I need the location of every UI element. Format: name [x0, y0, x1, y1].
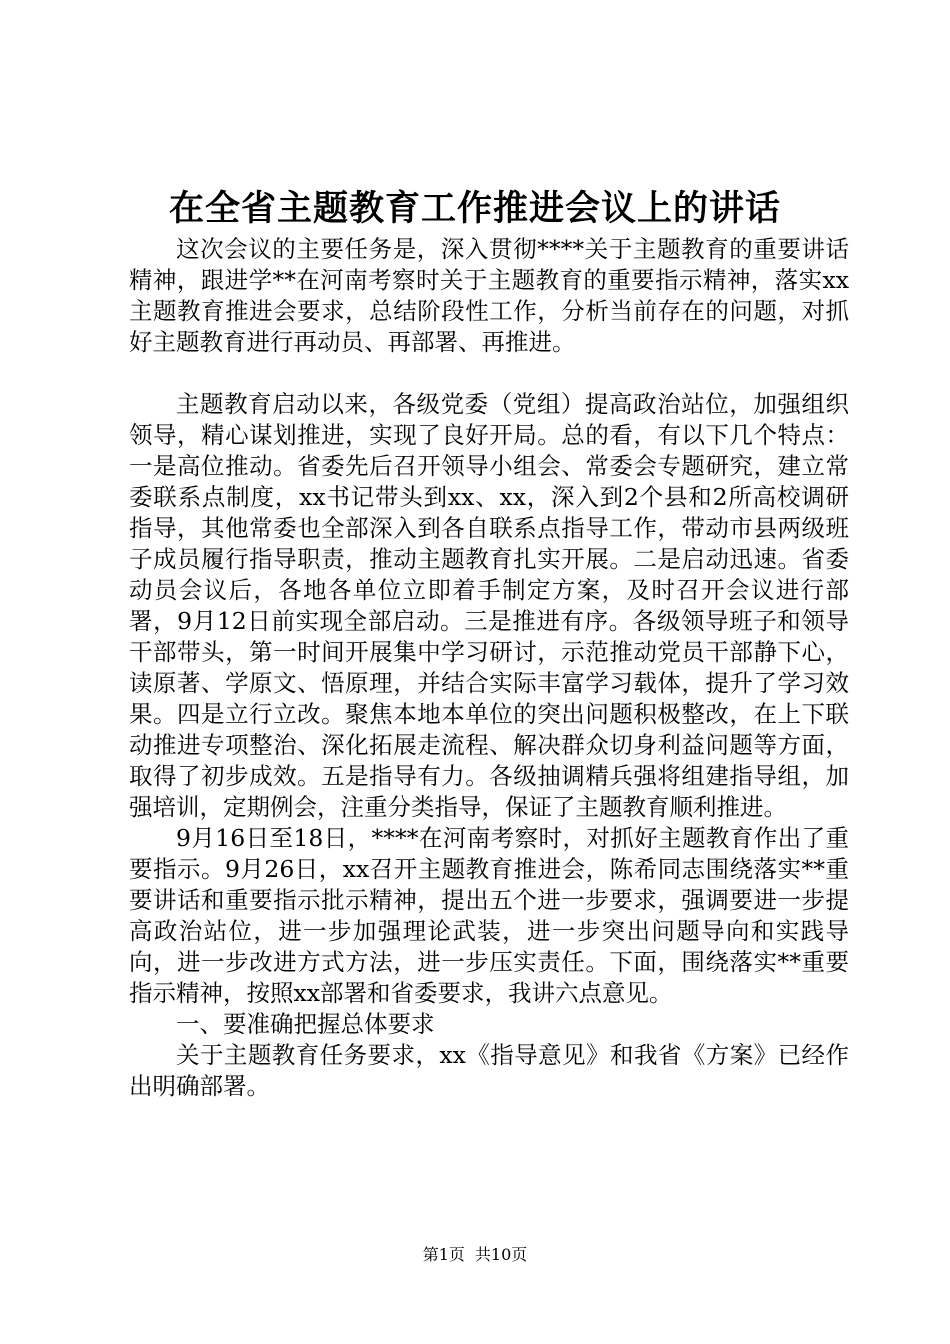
paragraph-intro: 这次会议的主要任务是，深入贯彻****关于主题教育的重要讲话精神，跟进学**在河南考察时关于主题教育的重要指示精神，落实xx主题教育推进会要求，总结阶段性工作，分析当前存在的问题，对抓好主题教育进行再动员、再部署、再推进。 [129, 235, 849, 356]
section-heading-1: 一、要准确把握总体要求 [176, 1010, 435, 1038]
paragraph-progress: 主题教育启动以来，各级党委（党组）提高政治站位，加强组织领导，精心谋划推进，实现了良好开局。总的看，有以下几个特点：一是高位推动。省委先后召开领导小组会、常委会专题研究，建立常委联系点制度，xx书记带头到xx、xx，深入到2个县和2所高校调研指导，其他常委也全部深入到各自联系点指导工作，带动市县两级班子成员履行指导职责，推动主题教育扎实开展。二是启动迅速。省委动员会议后，各地各单位立即着手制定方案，及时召开会议进行部署，9月12日前实现全部启动。三是推进有序。各级领导班子和领导干部带头，第一时间开展集中学习研讨，示范推动党员干部静下心，读原著、学原文、悟原理，并结合实际丰富学习载体，提升了学习效果。四是立行立改。聚焦本地本单位的突出问题积极整改，在上下联动推进专项整治、深化拓展走流程、解决群众切身利益问题等方面，取得了初步成效。五是指导有力。各级抽调精兵强将组建指导组，加强培训，定期例会，注重分类指导，保证了主题教育顺利推进。 [129, 390, 849, 821]
document-title: 在全省主题教育工作推进会议上的讲话 [168, 189, 781, 229]
page-total: 共10页 [474, 1245, 528, 1264]
paragraph-requirements: 关于主题教育任务要求，xx《指导意见》和我省《方案》已经作出明确部署。 [129, 1041, 849, 1100]
page-footer [0, 1244, 950, 1266]
document-body [129, 234, 849, 1102]
paragraph-instructions: 9月16日至18日，****在河南考察时，对抓好主题教育作出了重要指示。9月26日，xx召开主题教育推进会，陈希同志围绕落实**重要讲话和重要指示批示精神，提出五个进一步要求，强调要进一步提高政治站位，进一步加强理论武装，进一步突出问题导向和实践导向，进一步改进方式方法，进一步压实责任。下面，围绕落实**重要指示精神，按照xx部署和省委要求，我讲六点意见。 [129, 824, 849, 1007]
page-number: 第1页 [422, 1245, 465, 1264]
